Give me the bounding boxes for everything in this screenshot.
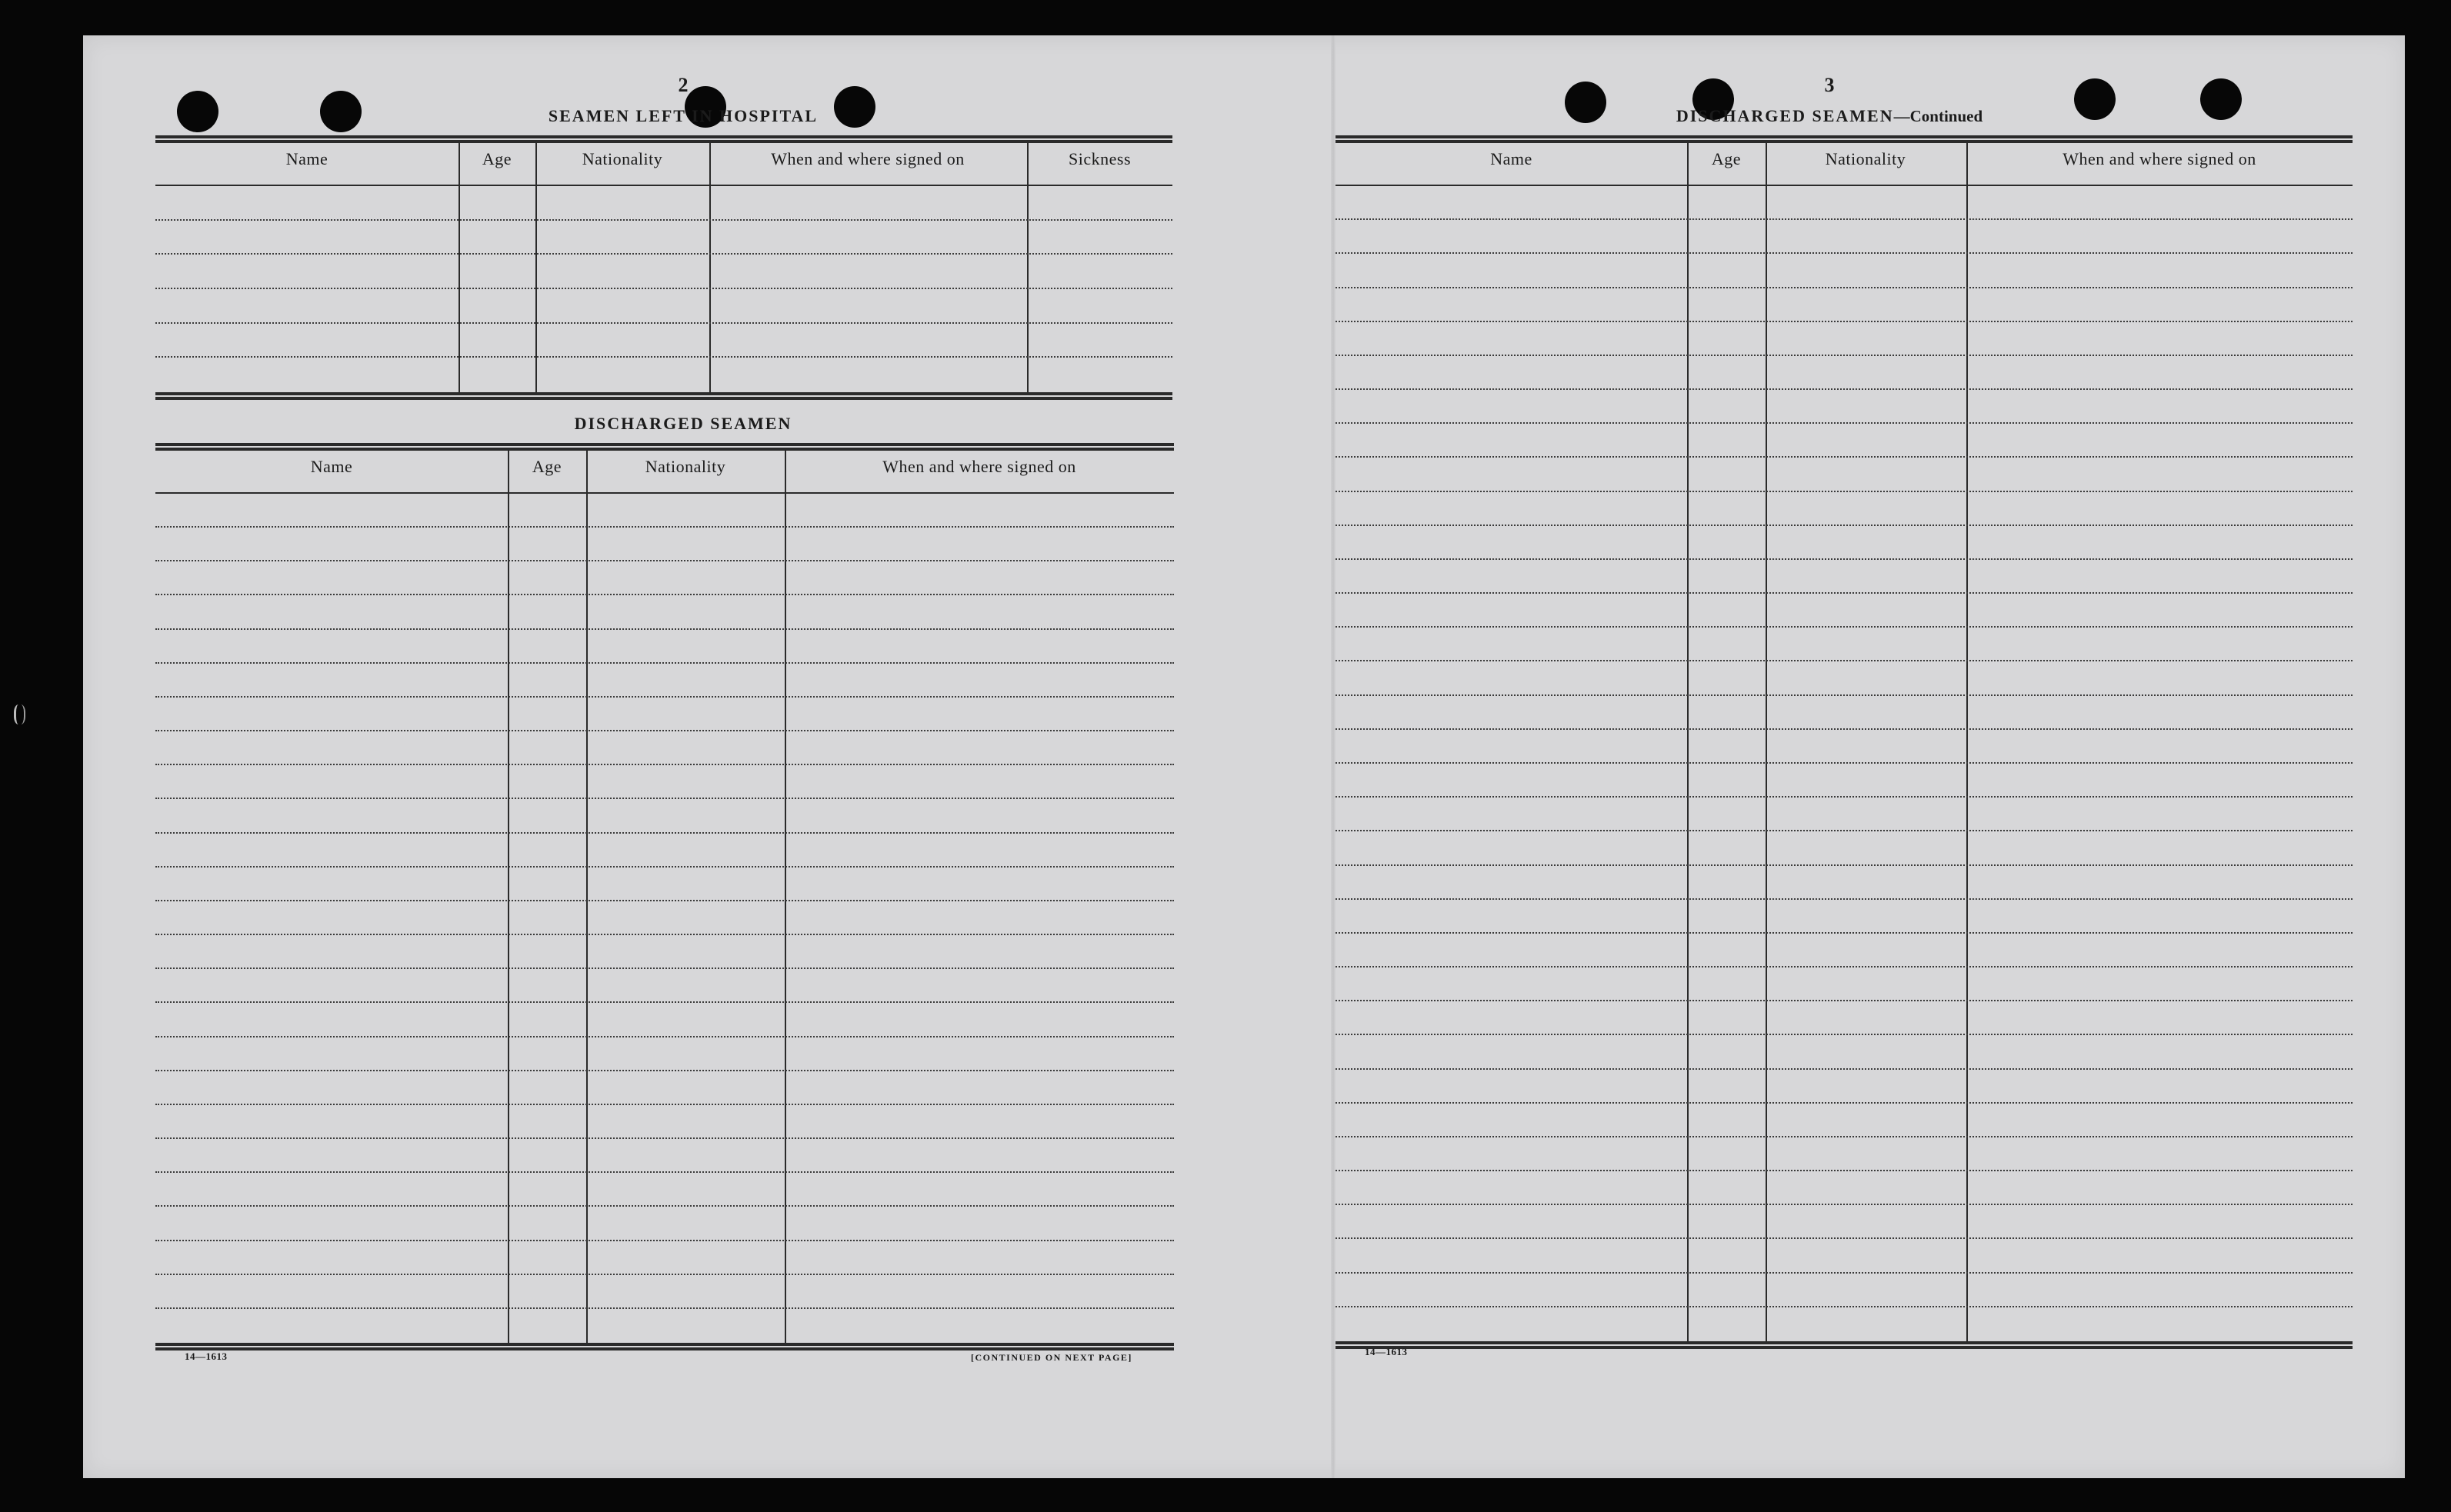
header-rule bbox=[155, 185, 1172, 186]
discharged-table bbox=[155, 443, 1174, 1347]
table-row bbox=[1336, 218, 2353, 220]
table-row bbox=[1336, 626, 2353, 628]
table-row bbox=[1336, 388, 2353, 390]
header-rule bbox=[1336, 185, 2353, 186]
table-row bbox=[1336, 1000, 2353, 1001]
table-row bbox=[155, 219, 1172, 221]
table-row bbox=[1336, 1170, 2353, 1171]
section-title-hospital: SEAMEN LEFT IN HOSPITAL bbox=[548, 106, 819, 125]
table-row bbox=[155, 560, 1174, 561]
left-page bbox=[83, 35, 1331, 1478]
continued-note: [CONTINUED ON NEXT PAGE] bbox=[971, 1352, 1132, 1363]
table-top-rule bbox=[155, 443, 1174, 448]
table-row bbox=[1336, 456, 2353, 458]
table-row bbox=[155, 1274, 1174, 1275]
edge-mark bbox=[14, 704, 25, 724]
table-row bbox=[1336, 660, 2353, 661]
table-row bbox=[1336, 558, 2353, 560]
form-code: 14—1613 bbox=[1365, 1346, 1408, 1357]
table-row bbox=[1336, 796, 2353, 798]
table-row bbox=[155, 526, 1174, 528]
table-bottom-rule bbox=[155, 1343, 1174, 1347]
table-row bbox=[1336, 252, 2353, 254]
discharged-table-continued bbox=[1336, 135, 2353, 1346]
column-divider bbox=[535, 142, 537, 392]
section-title-discharged-continued bbox=[1583, 106, 2076, 126]
table-row bbox=[1336, 355, 2353, 356]
column-divider bbox=[709, 142, 711, 392]
table-row bbox=[1336, 1272, 2353, 1274]
page-number: 2 bbox=[678, 74, 689, 96]
column-header: When and where signed on bbox=[882, 457, 1076, 476]
table-row bbox=[1336, 321, 2353, 322]
table-row bbox=[155, 967, 1174, 969]
table-row bbox=[1336, 422, 2353, 424]
column-divider bbox=[785, 449, 786, 1343]
column-header: Age bbox=[532, 457, 562, 476]
column-header: Nationality bbox=[582, 149, 663, 168]
table-row bbox=[155, 832, 1174, 834]
column-header: Name bbox=[1490, 149, 1532, 168]
table-row bbox=[1336, 898, 2353, 900]
table-row bbox=[155, 1171, 1174, 1173]
table-row bbox=[1336, 592, 2353, 594]
table-row bbox=[155, 798, 1174, 799]
table-row bbox=[155, 253, 1172, 255]
table-row bbox=[1336, 1136, 2353, 1137]
form-code: 14—1613 bbox=[185, 1350, 228, 1362]
column-header: When and where signed on bbox=[771, 149, 965, 168]
table-bottom-rule bbox=[1336, 1341, 2353, 1346]
table-row bbox=[155, 1104, 1174, 1105]
column-header: Nationality bbox=[1825, 149, 1906, 168]
table-row bbox=[1336, 966, 2353, 967]
column-header: Nationality bbox=[645, 457, 726, 476]
table-row bbox=[1336, 932, 2353, 934]
table-row bbox=[155, 662, 1174, 664]
ledger-sheet bbox=[83, 35, 2405, 1478]
table-row bbox=[1336, 1102, 2353, 1104]
table-row bbox=[1336, 694, 2353, 696]
section-title-suffix: —Continued bbox=[1893, 107, 1983, 125]
table-row bbox=[155, 1307, 1174, 1309]
table-row bbox=[1336, 762, 2353, 764]
column-header: Age bbox=[1711, 149, 1742, 168]
table-row bbox=[155, 764, 1174, 765]
table-row bbox=[155, 1137, 1174, 1139]
column-header: Age bbox=[482, 149, 512, 168]
column-divider bbox=[1027, 142, 1029, 392]
table-row bbox=[155, 1070, 1174, 1071]
table-row bbox=[1336, 491, 2353, 492]
table-row bbox=[155, 1001, 1174, 1003]
table-top-rule bbox=[155, 135, 1172, 140]
table-row bbox=[155, 628, 1174, 630]
table-row bbox=[155, 1240, 1174, 1241]
table-row bbox=[1336, 830, 2353, 831]
table-row bbox=[155, 288, 1172, 289]
column-divider bbox=[459, 142, 460, 392]
table-row bbox=[1336, 1204, 2353, 1205]
column-divider bbox=[586, 449, 588, 1343]
table-row bbox=[1336, 1237, 2353, 1239]
table-row bbox=[1336, 525, 2353, 526]
column-header: Sickness bbox=[1069, 149, 1131, 168]
table-row bbox=[1336, 1306, 2353, 1307]
right-page bbox=[1336, 35, 2405, 1478]
table-row bbox=[155, 900, 1174, 901]
column-header: Name bbox=[285, 149, 328, 168]
table-row bbox=[155, 934, 1174, 935]
column-divider bbox=[508, 449, 509, 1343]
table-row bbox=[155, 322, 1172, 324]
table-row bbox=[155, 594, 1174, 595]
table-row bbox=[155, 356, 1172, 358]
table-row bbox=[1336, 1068, 2353, 1070]
table-bottom-rule bbox=[155, 392, 1172, 397]
table-row bbox=[155, 1036, 1174, 1037]
table-row bbox=[155, 730, 1174, 731]
table-row bbox=[1336, 1034, 2353, 1035]
table-row bbox=[155, 866, 1174, 868]
hospital-table bbox=[155, 135, 1172, 397]
column-header: When and where signed on bbox=[2063, 149, 2256, 168]
table-row bbox=[1336, 287, 2353, 288]
table-row bbox=[1336, 864, 2353, 866]
table-row bbox=[1336, 728, 2353, 730]
table-top-rule bbox=[1336, 135, 2353, 140]
table-row bbox=[155, 696, 1174, 698]
section-title-text: DISCHARGED SEAMEN bbox=[1676, 106, 1894, 125]
section-title-discharged: DISCHARGED SEAMEN bbox=[574, 414, 792, 433]
column-header: Name bbox=[310, 457, 353, 476]
table-row bbox=[155, 1205, 1174, 1207]
page-number: 3 bbox=[1824, 74, 1835, 96]
header-rule bbox=[155, 492, 1174, 494]
